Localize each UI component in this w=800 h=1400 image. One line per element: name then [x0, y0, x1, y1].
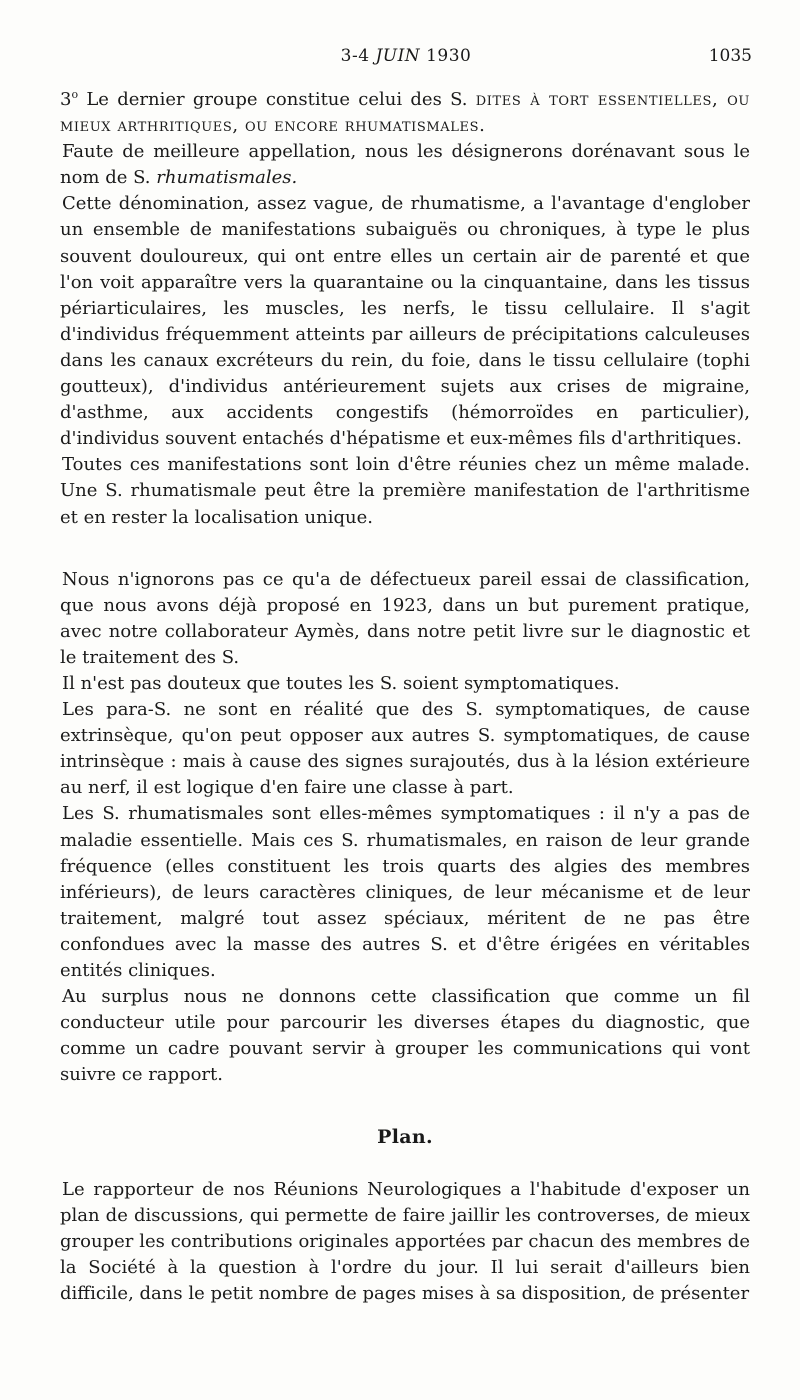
italic-term: rhumatismales.	[156, 167, 298, 189]
paragraph: Cette dénomination, assez vague, de rhumatisme, a l'avantage d'englober un ensemble de manifestations subaiguës ou chroniques, à type le plus souvent douloureux, qui ont entre elles un certain air de parenté et que l'on voit apparaître vers la quarantaine ou la cinquantaine, dans les tissus périarticulaires, les muscles, les nerfs, le tissu cellulaire. Il s'agit d'individus fréquemment atteints par ailleurs de précipitations calculeuses dans les canaux excréteurs du rein, du foie, dans le tissu cellulaire (tophi goutteux), d'individus antérieurement sujets aux crises de migraine, d'asthme, aux accidents congestifs (hémorroïdes en particulier), d'individus souvent entachés d'hépatisme et eux-mêmes fils d'arthritiques.	[60, 193, 750, 450]
paragraph: Au surplus nous ne donnons cette classification que comme un fil conducteur utile pour parcourir les diverses étapes du diagnostic, que comme un cadre pouvant servir à grouper les communications qui vont suivre ce rapport.	[60, 986, 750, 1086]
body-text	[60, 82, 750, 1307]
paragraph: Nous n'ignorons pas ce qu'a de défectueux pareil essai de classification, que nous avons déjà proposé en 1923, dans un but purement pratique, avec notre collaborateur Aymès, dans notre petit livre sur le diagnostic et le traitement des S.	[60, 568, 750, 668]
header-date	[60, 46, 752, 66]
paragraph: Les para-S. ne sont en réalité que des S. symptomatiques, de cause extrinsèque, qu'on peut opposer aux autres S. symptomatiques, de cause intrinsèque : mais à cause des signes surajoutés, dus à la lésion extérieure au nerf, il est logique d'en faire une classe à part.	[60, 699, 750, 799]
page-number: 1035	[708, 46, 752, 66]
header-month: JUIN	[375, 46, 421, 66]
paragraph-text: Faute de meilleure appellation, nous les désignerons dorénavant sous le nom de S.	[60, 141, 750, 189]
running-header	[60, 46, 752, 76]
small-caps-text: dites à tort essentielles, ou mieux arthritiques, ou encore rhumatismales.	[60, 89, 750, 137]
paragraph	[60, 82, 750, 139]
paragraph-gap	[60, 531, 750, 567]
paragraph: Il n'est pas douteux que toutes les S. soient symptomatiques.	[62, 672, 620, 694]
paragraph-text: Le dernier groupe constitue celui des S.	[78, 89, 476, 110]
header-date-prefix: 3-4	[340, 46, 370, 66]
paragraph: Le rapporteur de nos Réunions Neurologiques a l'habitude d'exposer un plan de discussions, qui permette de faire jaillir les controverses, de mieux grouper les contributions originales apportées par chacun des membres de la Société à la question à l'ordre du jour. Il lui serait d'ailleurs bien difficile, dans le petit nombre de pages mises à sa disposition, de présenter	[60, 1178, 750, 1304]
paragraph	[60, 139, 750, 191]
paragraph: Les S. rhumatismales sont elles-mêmes symptomatiques : il n'y a pas de maladie essentielle. Mais ces S. rhumatismales, en raison de leur grande fréquence (elles constituent les trois quarts des algies des membres inférieurs), de leurs caractères cliniques, de leur mécanisme et de leur traitement, malgré tout assez spéciaux, méritent de ne pas être confondues avec la masse des autres S. et d'être érigées en véritables entités cliniques.	[60, 803, 750, 981]
section-heading: Plan.	[377, 1126, 433, 1149]
paragraph: Toutes ces manifestations sont loin d'être réunies chez un même malade. Une S. rhumatismale peut être la première manifestation de l'arthritisme et en rester la localisation unique.	[60, 454, 750, 528]
ordinal-suffix: o	[71, 88, 79, 101]
header-year: 1930	[426, 46, 472, 66]
ordinal-number: 3	[60, 89, 72, 110]
